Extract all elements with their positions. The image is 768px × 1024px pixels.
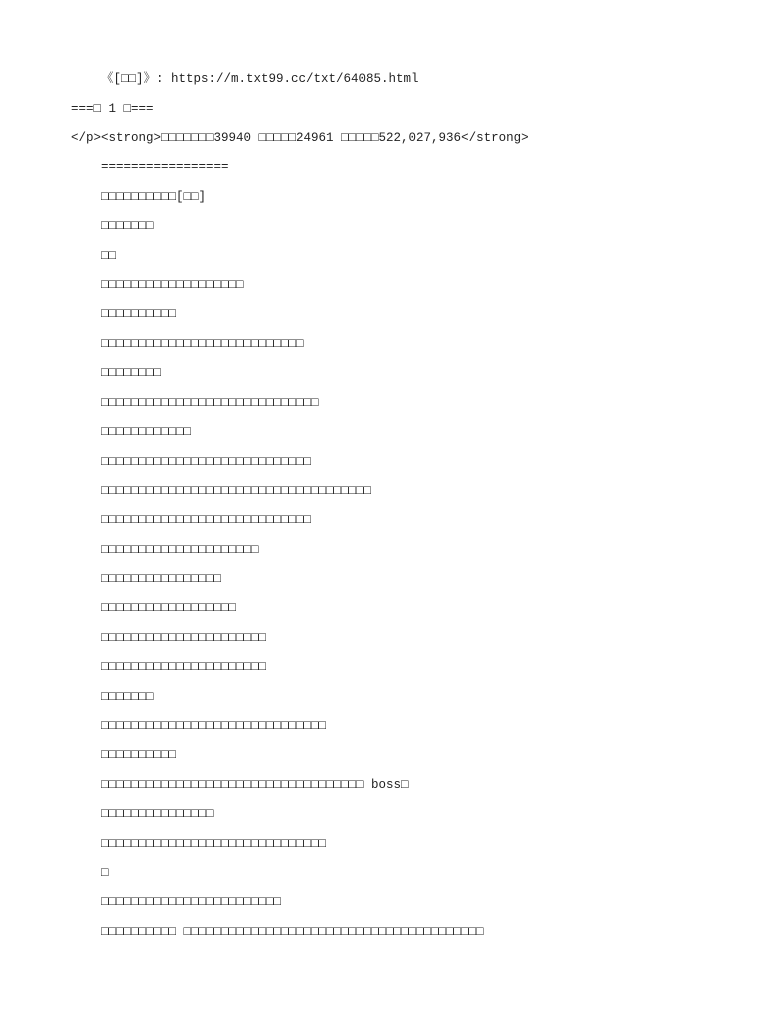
paragraph: □□□□□□□□□□□□□□□□□□□□□□ <box>101 631 267 645</box>
paragraph: □□□□□□□□□□□□ <box>101 425 192 439</box>
paragraph: □□□□□□□□□□ <box>101 307 177 321</box>
paragraph: □□□□□□□□ <box>101 366 162 380</box>
paragraph: □□□□□□□□□□□□□□□□□□□□□□□□□□□□ <box>101 513 312 527</box>
paragraph: □□□□□□□□□□ □□□□□□□□□□□□□□□□□□□□□□□□□□□□□□□□□□□□□□□□ <box>101 925 484 939</box>
paragraph: □□□□□□□□□□□□□□□□ <box>101 572 222 586</box>
paragraph: □□□□□□□□□□□□□□□□□□□□□□□□□□□□□□□□□□□ boss□ <box>101 778 409 792</box>
paragraph: □□ <box>101 249 117 263</box>
paragraph: □□□□□□□□□□□□□□□□□□□□□□□□□□□□□□□□□□□□ <box>101 484 372 498</box>
paragraph: □ <box>101 866 109 880</box>
paragraph: □□□□□□□ <box>101 690 154 704</box>
paragraph: □□□□□□□□□□□□□□□□□□□□□ <box>101 543 259 557</box>
paragraph: □□□□□□□□□□□□□□□□□□□□□□□□□□□□ <box>101 455 312 469</box>
paragraph: □□□□□□□□□□□□□□□□□□□□□□□□□□□ <box>101 337 304 351</box>
paragraph: □□□□□□□□□□ <box>101 748 177 762</box>
source-line: 《[□□]》: https://m.txt99.cc/txt/64085.html <box>101 72 419 86</box>
stats-line: </p><strong>□□□□□□□39940 □□□□□24961 □□□□□522,027,936</strong> <box>71 131 529 145</box>
paragraph: □□□□□□□□□□□□□□□□□□□□□□□□□□□□□□ <box>101 837 327 851</box>
paragraph: □□□□□□□□□□□□□□□□□□□□□□□□ <box>101 895 282 909</box>
paragraph: □□□□□□□ <box>101 219 154 233</box>
paragraph: □□□□□□□□□□□□□□□□□□□□□□□□□□□□□□ <box>101 719 327 733</box>
paragraph: □□□□□□□□□□□□□□□□□□□ <box>101 278 244 292</box>
chapter-heading: ===□ 1 □=== <box>71 102 154 116</box>
paragraph: □□□□□□□□□□□□□□□ <box>101 807 214 821</box>
separator-line: ================= <box>101 160 229 174</box>
paragraph: □□□□□□□□□□□□□□□□□□□□□□ <box>101 660 267 674</box>
paragraph: □□□□□□□□□□□□□□□□□□ <box>101 601 237 615</box>
paragraph: □□□□□□□□□□[□□] <box>101 190 207 204</box>
paragraph: □□□□□□□□□□□□□□□□□□□□□□□□□□□□□ <box>101 396 319 410</box>
